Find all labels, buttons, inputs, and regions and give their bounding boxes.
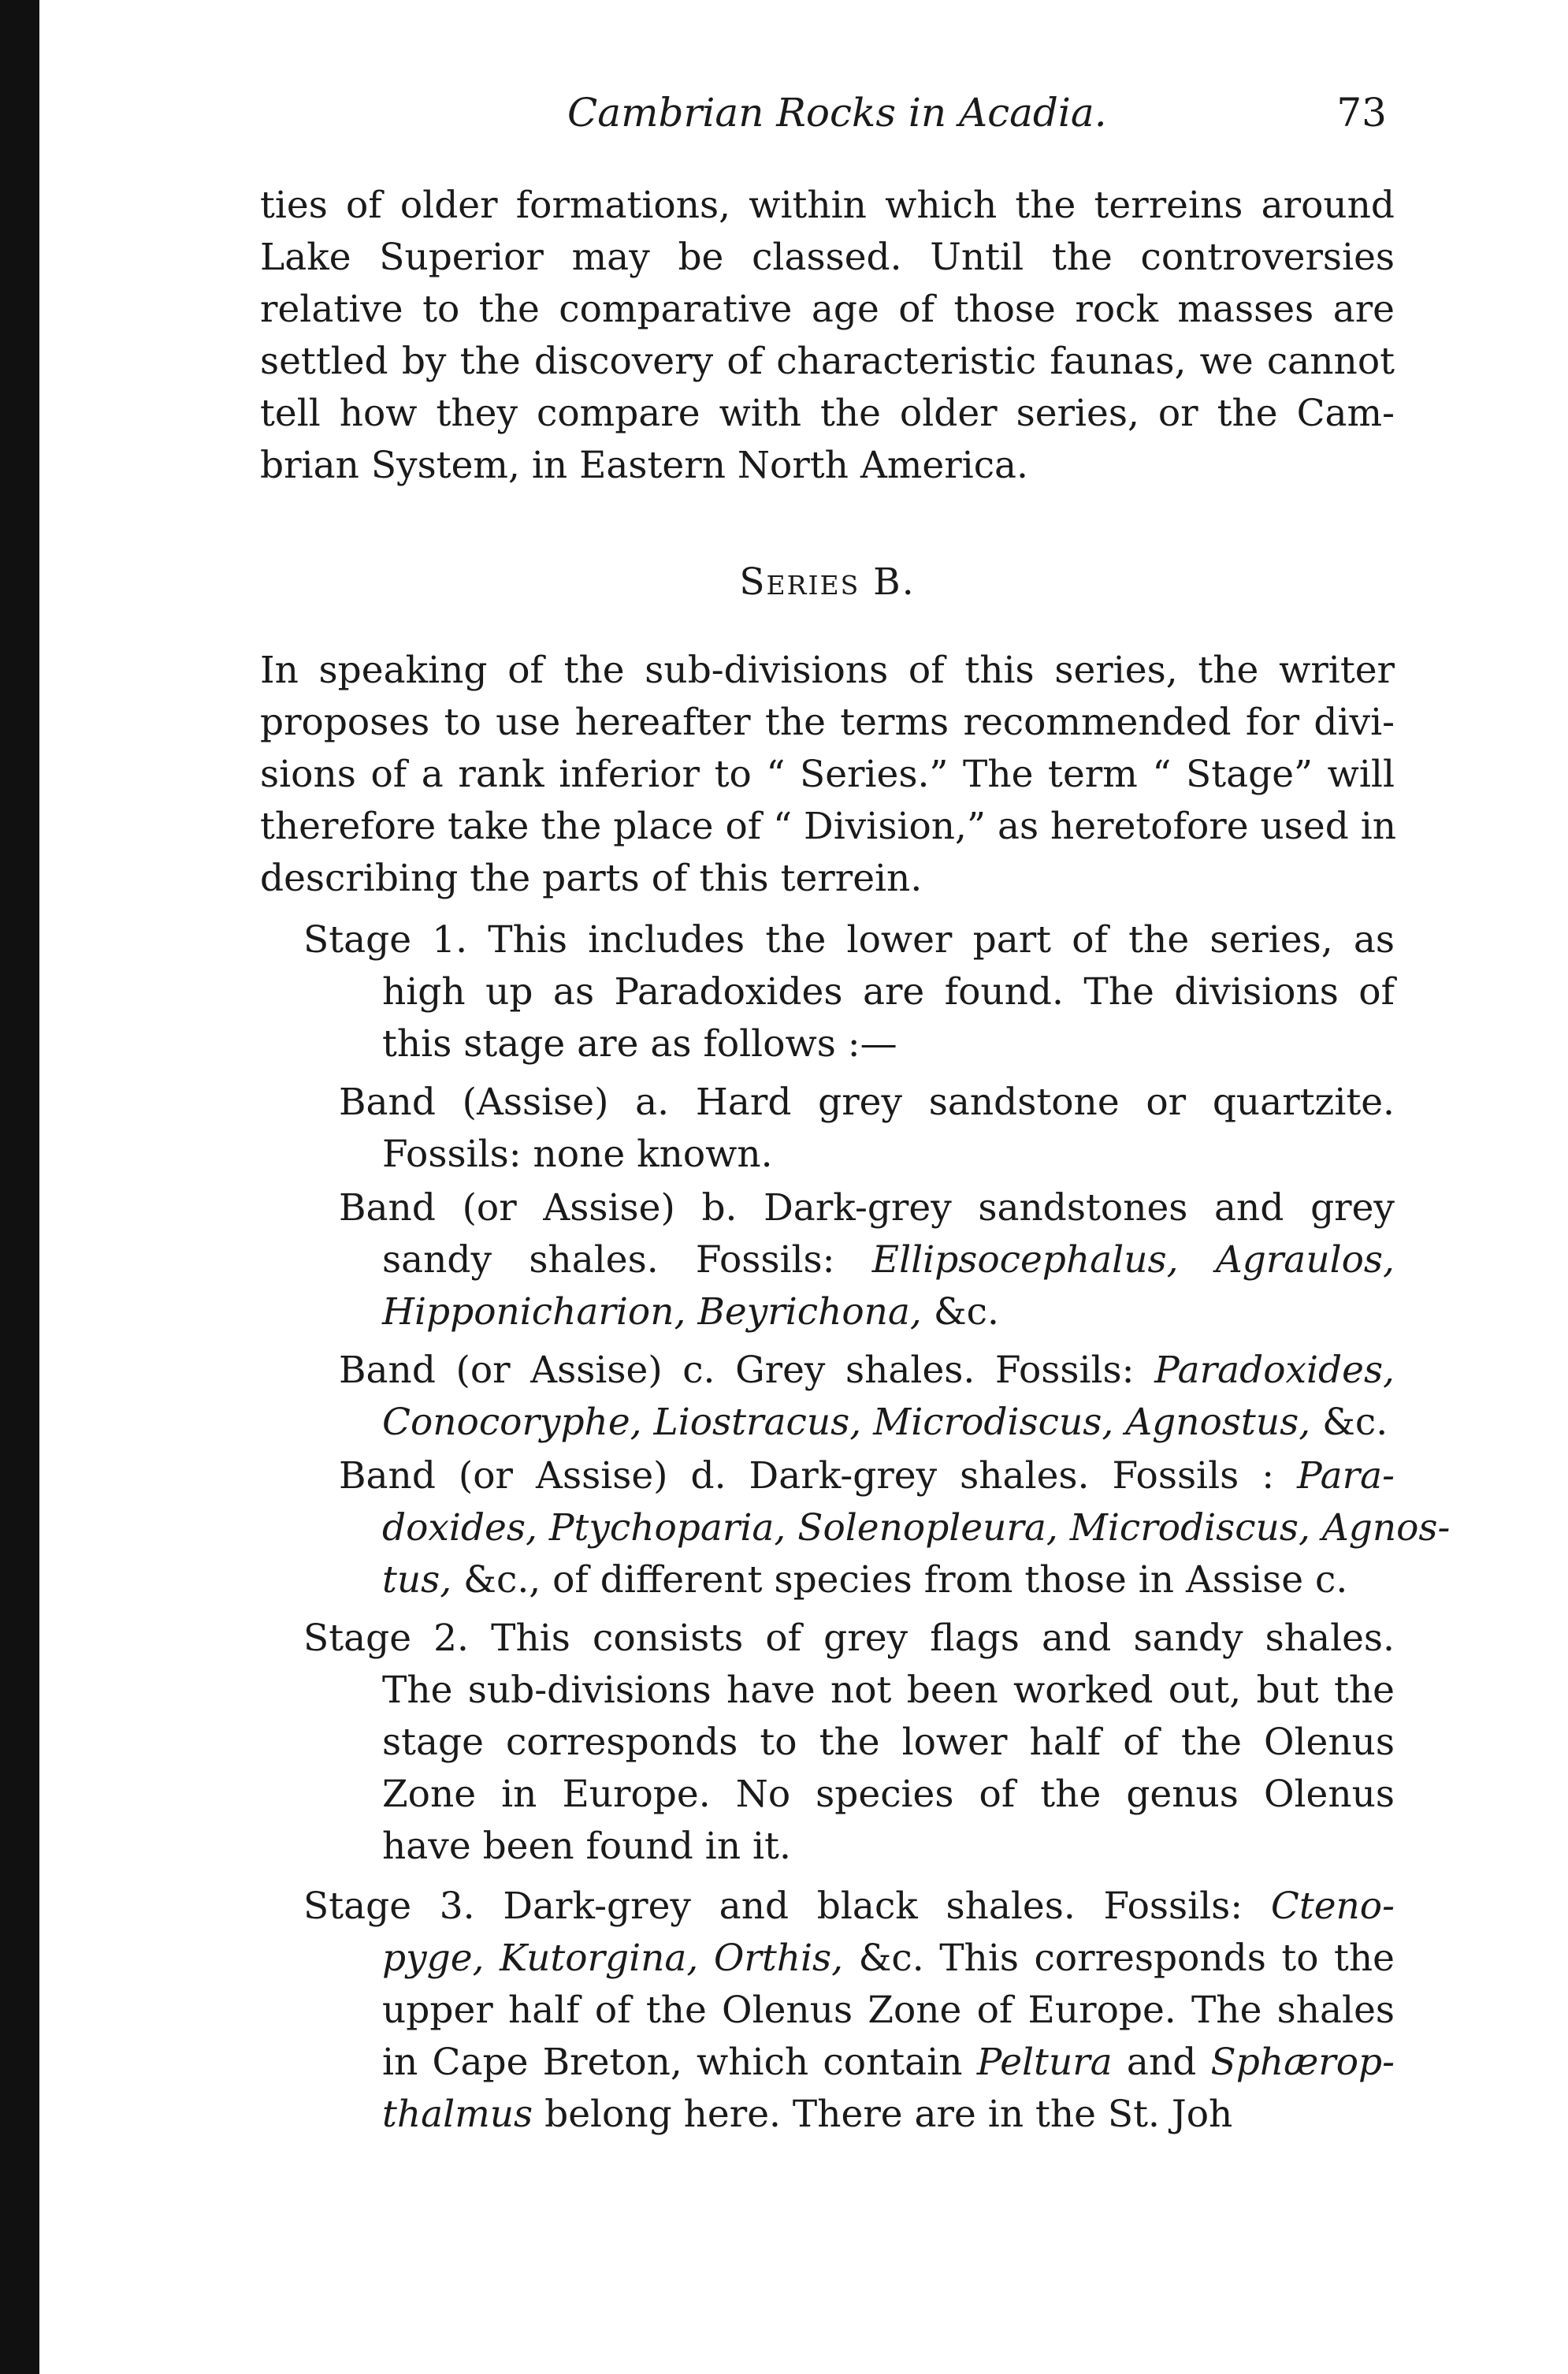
page-header	[260, 87, 1395, 139]
text-line	[339, 1450, 1395, 1502]
text-line: have been found in it.	[382, 1825, 791, 1868]
stage-1-entry	[303, 914, 1395, 1070]
text-line: stage corresponds to the lower half of the Olenus	[382, 1721, 1395, 1764]
fossil-names: doxides, Ptychoparia, Solenopleura, Microdiscus, Agnos-	[382, 1506, 1451, 1550]
text-line: relative to the comparative age of those rock masses are	[260, 288, 1395, 331]
text-line	[339, 1397, 1395, 1449]
fossil-names: Hipponicharion, Beyrichona,	[382, 1290, 922, 1334]
text-fragment: and	[1112, 2041, 1211, 2084]
stage-3-entry	[303, 1881, 1395, 2141]
text-fragment: &c.	[921, 1290, 999, 1334]
band-b-entry	[339, 1182, 1395, 1338]
text-line: settled by the discovery of characteristic faunas, we cannot	[260, 340, 1395, 383]
fossil-name: Peltura	[976, 2041, 1113, 2084]
fossil-names: Conocoryphe, Liostracus, Microdiscus, Agnostus,	[382, 1401, 1311, 1444]
text-line: Band (Assise) a. Hard grey sandstone or quartzite.	[339, 1081, 1395, 1124]
running-title: Cambrian Rocks in Acadia.	[567, 90, 1107, 136]
text-line: Stage 1. This includes the lower part of the series, as	[303, 918, 1395, 962]
text-fragment: sandy shales. Fossils:	[382, 1238, 872, 1282]
text-fragment: in Cape Breton, which contain	[382, 2041, 977, 2084]
text-line: tell how they compare with the older series, or the Cam-	[260, 392, 1395, 435]
text-fragment: &c.	[1310, 1401, 1388, 1444]
text-fragment: belong here. There are in the St. Joh	[533, 2093, 1233, 2136]
text-fragment: &c., of different species from those in Assise c.	[451, 1558, 1348, 1602]
text-line	[303, 2089, 1395, 2141]
text-line: ties of older formations, within which the terreins around	[260, 184, 1395, 227]
text-fragment: Band (or Assise) c. Grey shales. Fossils:	[339, 1349, 1155, 1392]
fossil-names: Cteno-	[1270, 1885, 1395, 1928]
paragraph-subdivisions	[260, 645, 1395, 905]
text-line	[339, 1345, 1395, 1397]
text-line	[303, 2037, 1395, 2089]
text-line	[303, 1933, 1395, 1985]
fossil-names: pyge, Kutorgina, Orthis,	[382, 1937, 844, 1980]
band-a-entry	[339, 1077, 1395, 1181]
text-fragment: Band (or Assise) d. Dark-grey shales. Fossils :	[339, 1454, 1298, 1498]
text-line	[339, 1286, 1395, 1338]
band-d-entry	[339, 1450, 1451, 1606]
text-line: In speaking of the sub-divisions of this series, the writer	[260, 649, 1395, 692]
text-line: Stage 2. This consists of grey flags and sandy shales.	[303, 1617, 1395, 1660]
text-line: proposes to use hereafter the terms recommended for divi-	[260, 701, 1395, 744]
text-line	[303, 1881, 1395, 1933]
text-line: therefore take the place of “ Division,” as heretofore used in	[260, 805, 1397, 848]
text-line	[339, 1502, 1451, 1554]
fossil-name: thalmus	[382, 2093, 533, 2136]
fossil-names: Ellipsocephalus, Agraulos,	[871, 1238, 1395, 1282]
band-c-entry	[339, 1345, 1395, 1449]
text-line: high up as Paradoxides are found. The divisions of	[382, 970, 1395, 1014]
fossil-name: Sphærop-	[1210, 2041, 1395, 2084]
text-line: upper half of the Olenus Zone of Europe. The shales	[382, 1989, 1395, 2032]
section-heading: Series B.	[739, 560, 916, 604]
text-line: Band (or Assise) b. Dark-grey sandstones and grey	[339, 1186, 1395, 1230]
fossil-names: tus,	[382, 1558, 452, 1602]
text-line: Fossils: none known.	[382, 1133, 773, 1176]
text-fragment: Stage 3. Dark-grey and black shales. Fossils:	[303, 1885, 1271, 1928]
text-line: brian System, in Eastern North America.	[260, 444, 1028, 487]
text-line	[339, 1554, 1395, 1606]
paragraph-continuation	[260, 180, 1395, 492]
text-line: Zone in Europe. No species of the genus Olenus	[382, 1773, 1395, 1816]
text-line: describing the parts of this terrein.	[260, 857, 923, 900]
text-line: this stage are as follows :—	[382, 1022, 897, 1066]
fossil-names: Paradoxides,	[1154, 1349, 1395, 1392]
text-line: The sub-divisions have not been worked out, but the	[382, 1669, 1395, 1712]
text-line	[339, 1234, 1395, 1286]
text-line: sions of a rank inferior to “ Series.” The term “ Stage” will	[260, 753, 1395, 796]
stage-2-entry	[303, 1613, 1395, 1873]
text-line: Lake Superior may be classed. Until the controversies	[260, 236, 1395, 279]
fossil-names: Para-	[1297, 1454, 1395, 1498]
book-spine-shadow	[0, 0, 39, 2374]
text-fragment: &c. This corresponds to the	[843, 1937, 1395, 1980]
page-number: 73	[1336, 90, 1387, 136]
